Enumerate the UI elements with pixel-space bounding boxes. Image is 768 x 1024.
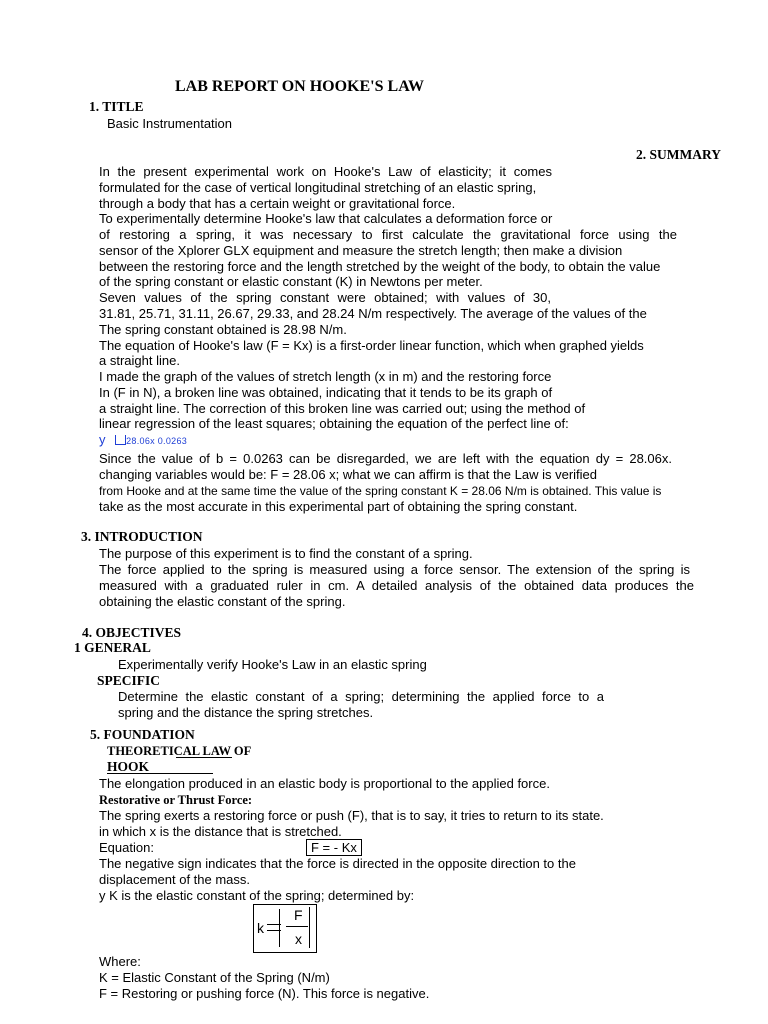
summary-line: a straight line. xyxy=(99,353,180,368)
summary-line: from Hooke and at the same time the value of the spring constant K = 28.06 N/m is obtained. This value is xyxy=(99,484,662,498)
equation-text: F = - Kx xyxy=(311,840,357,855)
summary-line: changing variables would be: F = 28.06 x; what we can affirm is that the Law is verified xyxy=(99,467,597,482)
subheading-underline xyxy=(176,757,232,758)
where-label: Where: xyxy=(99,954,141,969)
foundation-line: The negative sign indicates that the force is directed in the opposite direction to the xyxy=(99,856,576,871)
formula-box-icon xyxy=(115,435,126,445)
section-heading-introduction: 3. INTRODUCTION xyxy=(81,529,203,544)
k-formula-box xyxy=(253,904,317,953)
objectives-general-heading: 1 GENERAL xyxy=(74,640,151,655)
summary-line: linear regression of the least squares; obtaining the equation of the perfect line of: xyxy=(99,416,569,431)
summary-line: take as the most accurate in this experimental part of obtaining the spring constant. xyxy=(99,499,578,514)
definition-line: K = Elastic Constant of the Spring (N/m) xyxy=(99,970,330,985)
section-heading-foundation: 5. FOUNDATION xyxy=(90,727,195,742)
summary-line: In the present experimental work on Hooke's Law of elasticity; it comes xyxy=(99,164,552,179)
summary-line: The equation of Hooke's law (F = Kx) is a first-order linear function, which when graphed yields xyxy=(99,338,644,353)
section-heading-summary: 2. SUMMARY xyxy=(636,147,722,162)
summary-line: Seven values of the spring constant were obtained; with values of 30, xyxy=(99,290,551,305)
k-right-bar xyxy=(309,907,310,948)
summary-line: a straight line. The correction of this broken line was carried out; using the method of xyxy=(99,401,586,416)
foundation-subheading: THEORETICAL LAW OF xyxy=(107,744,252,758)
summary-line: 31.81, 25.71, 31.11, 26.67, 29.33, and 28.24 N/m respectively. The average of the values of the xyxy=(99,306,647,321)
formula-y: y xyxy=(99,432,106,447)
k-symbol: k xyxy=(257,920,264,936)
summary-line: formulated for the case of vertical longitudinal stretching of an elastic spring, xyxy=(99,180,537,195)
intro-line: measured with a graduated ruler in cm. A detailed analysis of the obtained data produces the xyxy=(99,578,694,593)
summary-line: of restoring a spring, it was necessary to first calculate the gravitational force using the xyxy=(99,227,677,242)
restorative-heading: Restorative or Thrust Force: xyxy=(99,793,253,807)
intro-line: The force applied to the spring is measured using a force sensor. The extension of the spring is xyxy=(99,562,690,577)
objectives-specific-line: Determine the elastic constant of a spring; determining the applied force to a xyxy=(118,689,604,704)
k-denominator: x xyxy=(295,931,302,947)
k-divider xyxy=(279,909,280,947)
objectives-specific-line: spring and the distance the spring stretches. xyxy=(118,705,374,720)
k-numerator: F xyxy=(294,907,303,923)
regression-formula xyxy=(99,432,187,449)
summary-line: I made the graph of the values of stretch length (x in m) and the restoring force xyxy=(99,369,552,384)
foundation-line: y K is the elastic constant of the spring; determined by: xyxy=(99,888,415,903)
foundation-line: in which x is the distance that is stretched. xyxy=(99,824,342,839)
section-heading-title: 1. TITLE xyxy=(89,99,144,114)
equation-box xyxy=(306,839,362,856)
objectives-general-text: Experimentally verify Hooke's Law in an elastic spring xyxy=(118,657,427,672)
summary-line: The spring constant obtained is 28.98 N/m. xyxy=(99,322,347,337)
definition-line: F = Restoring or pushing force (N). This force is negative. xyxy=(99,986,430,1001)
objectives-specific-heading: SPECIFIC xyxy=(97,673,161,688)
k-fraction-bar xyxy=(286,926,308,927)
foundation-line: The spring exerts a restoring force or push (F), that is to say, it tries to return to its state. xyxy=(99,808,604,823)
section-heading-objectives: 4. OBJECTIVES xyxy=(82,625,182,640)
summary-line: between the restoring force and the length stretched by the weight of the body, to obtain the value xyxy=(99,259,661,274)
summary-line: To experimentally determine Hooke's law that calculates a deformation force or xyxy=(99,211,553,226)
summary-line: through a body that has a certain weight or gravitational force. xyxy=(99,196,456,211)
summary-line: Since the value of b = 0.0263 can be disregarded, we are left with the equation dy = 28.06x. xyxy=(99,451,672,466)
summary-line: sensor of the Xplorer GLX equipment and measure the stretch length; then make a division xyxy=(99,243,623,258)
foundation-subheading-hook: HOOK xyxy=(107,759,150,774)
formula-rest: 28.06x 0.0263 xyxy=(126,436,188,446)
equation-label: Equation: xyxy=(99,840,154,855)
hook-underline xyxy=(107,773,213,774)
title-text: Basic Instrumentation xyxy=(107,116,233,131)
summary-line: of the spring constant or elastic constant (K) in Newtons per meter. xyxy=(99,274,483,289)
foundation-line: The elongation produced in an elastic body is proportional to the applied force. xyxy=(99,776,550,791)
summary-line: In (F in N), a broken line was obtained, indicating that it tends to be its graph of xyxy=(99,385,553,400)
page-title: LAB REPORT ON HOOKE'S LAW xyxy=(175,78,424,95)
intro-line: The purpose of this experiment is to find the constant of a spring. xyxy=(99,546,473,561)
intro-line: obtaining the elastic constant of the spring. xyxy=(99,594,346,609)
foundation-line: displacement of the mass. xyxy=(99,872,251,887)
